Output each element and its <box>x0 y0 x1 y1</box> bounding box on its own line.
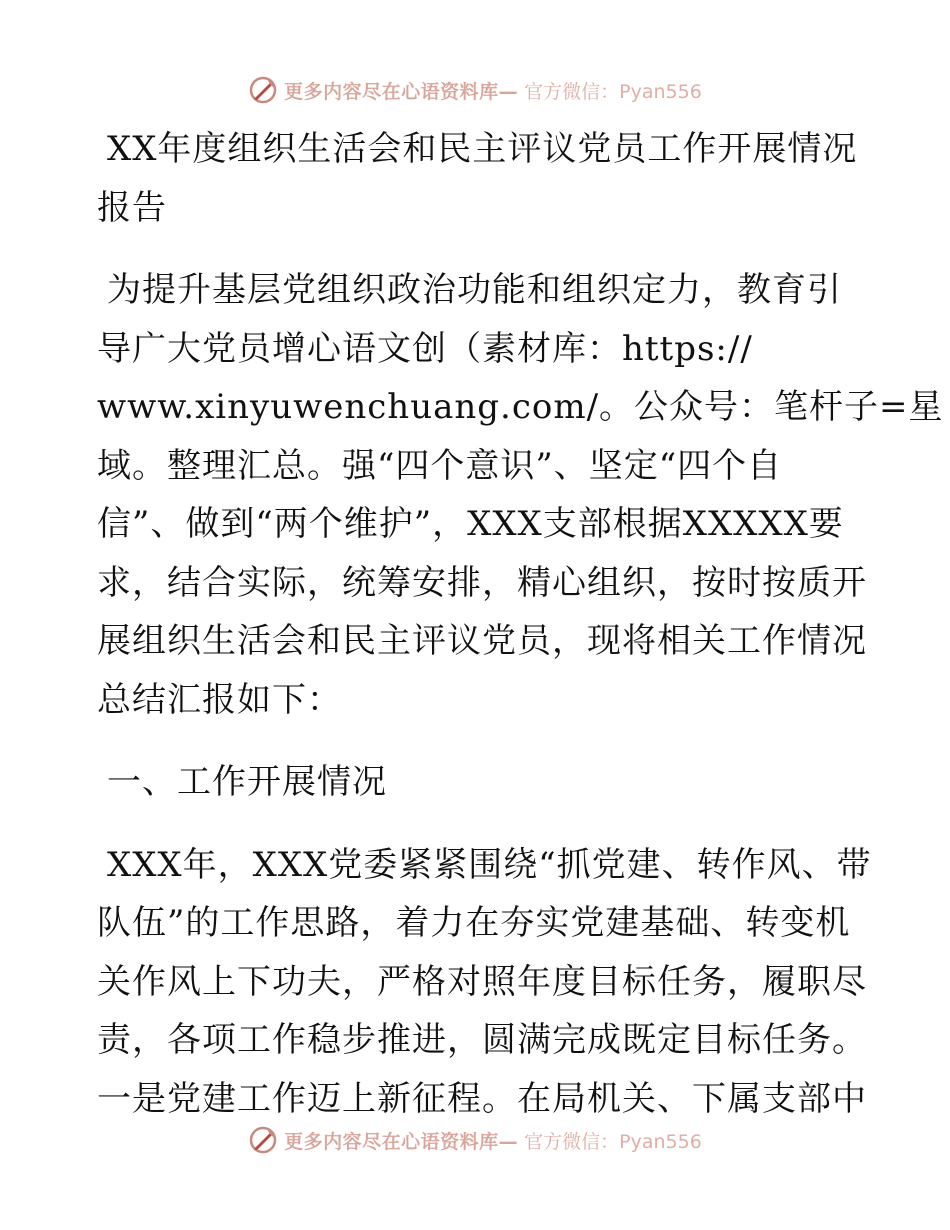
body-paragraph <box>97 836 872 1129</box>
paragraph-line: 队伍”的工作思路，着力在夯实党建基础、转变机 <box>97 903 851 943</box>
paragraph-line: 信”、做到“两个维护”，XXX支部根据XXXXX要 <box>97 504 844 544</box>
paragraph-line: XXX年，XXX党委紧紧围绕“抓党建、转作风、带 <box>107 844 872 885</box>
document-title <box>97 120 857 237</box>
paragraph-line: 关作风上下功夫，严格对照年度目标任务，履职尽 <box>97 961 867 1002</box>
paragraph-line: 展组织生活会和民主评议党员，现将相关工作情况 <box>97 621 867 661</box>
document-body <box>97 120 944 1128</box>
paragraph-line: 域。整理汇总。强“四个意识”、坚定“四个自 <box>97 445 783 486</box>
intro-paragraph <box>97 261 944 729</box>
quill-logo-icon <box>248 75 278 105</box>
watermark-text: 更多内容尽在心语资料库— <box>284 1130 519 1153</box>
paragraph-line: www.xinyuwenchuang.com/。公众号：笔杆子=星 <box>97 387 944 427</box>
paragraph-line: 责，各项工作稳步推进，圆满完成既定目标任务。 <box>97 1020 867 1060</box>
watermark-header <box>0 70 950 110</box>
watermark-text: 更多内容尽在心语资料库— <box>284 80 519 103</box>
paragraph-line: 导广大党员增心语文创（素材库：https:// <box>97 328 753 369</box>
paragraph-line: 为提升基层党组织政治功能和组织定力，教育引 <box>107 270 842 310</box>
watermark-footer <box>0 1120 950 1160</box>
title-line: 报告 <box>97 187 167 228</box>
watermark-contact: 官方微信：Pyan556 <box>524 1130 702 1153</box>
title-line: XX年度组织生活会和民主评议党员工作开展情况 <box>107 129 858 169</box>
paragraph-line: 求，结合实际，统筹安排，精心组织，按时按质开 <box>97 562 867 603</box>
paragraph-line: 一是党建工作迈上新征程。在局机关、下属支部中 <box>97 1078 867 1119</box>
quill-logo-icon <box>248 1125 278 1155</box>
watermark-contact: 官方微信：Pyan556 <box>524 80 702 103</box>
paragraph-line: 总结汇报如下： <box>97 679 342 720</box>
section-heading: 一、工作开展情况 <box>107 762 387 802</box>
